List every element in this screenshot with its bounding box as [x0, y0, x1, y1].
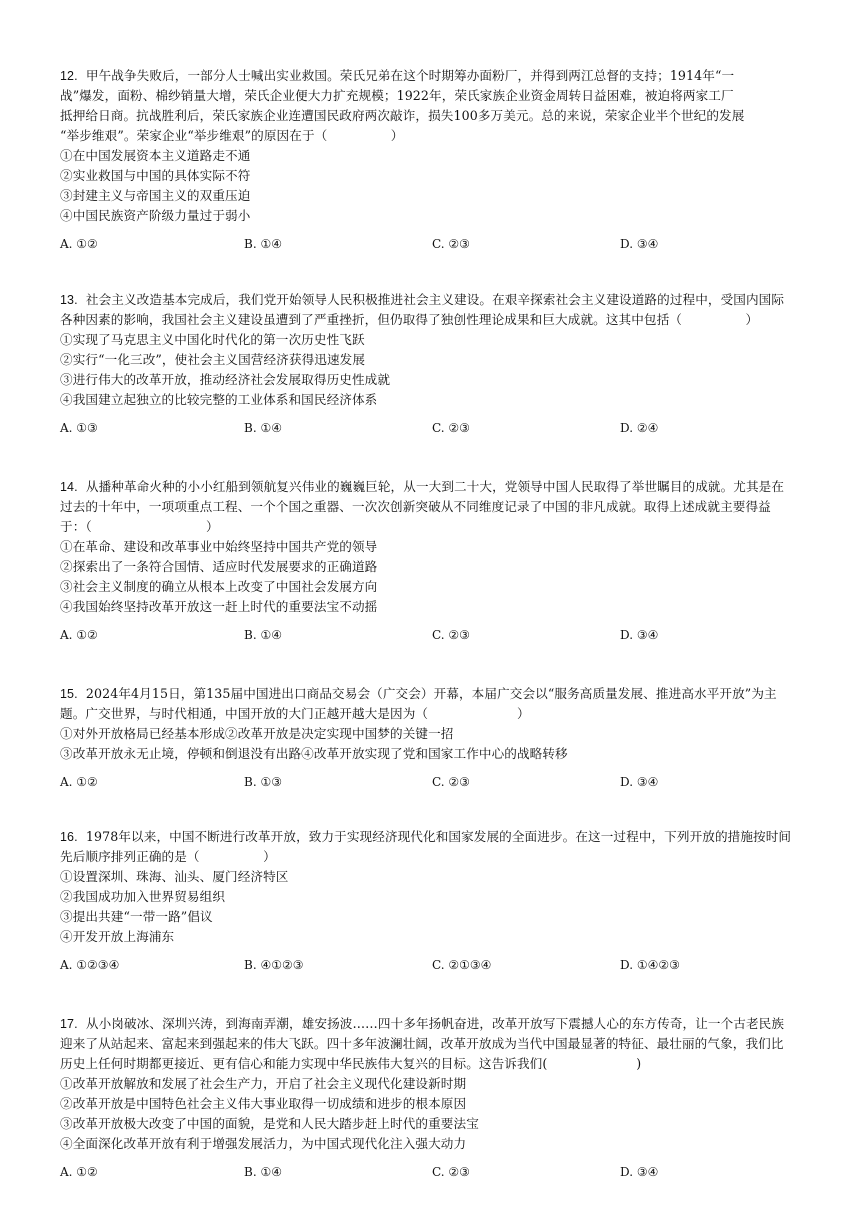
statement-item: ①改革开放解放和发展了社会生产力，开启了社会主义现代化建设新时期 — [60, 1076, 467, 1091]
option-c[interactable]: C. ②③ — [432, 237, 470, 251]
answer-options — [60, 772, 810, 792]
question-number: 14. — [60, 480, 78, 494]
option-a[interactable]: A. ①② — [60, 628, 98, 642]
statement-item: ③提出共建“一带一路”倡议 — [60, 909, 213, 924]
statement-item: ④全面深化改革开放有利于增强发展活力，为中国式现代化注入强大动力 — [60, 1136, 467, 1151]
option-d[interactable]: D. ①④②③ — [620, 958, 680, 972]
statement-item: ③社会主义制度的确立从根本上改变了中国社会发展方向 — [60, 579, 378, 594]
statement-item: ②实行“一化三改”，使社会主义国营经济获得迅速发展 — [60, 352, 366, 367]
question-stem-line: 17. 从小岗破冰、深圳兴涛，到海南弄潮，雄安扬波……四十多年扬帆奋进，改革开放写下震撼人心的东方传奇，让一个古老民族 — [60, 1016, 785, 1031]
statement-item: ②探索出了一条符合国情、适应时代发展要求的正确道路 — [60, 559, 378, 574]
option-c[interactable]: C. ②③ — [432, 775, 470, 789]
statement-item: ④我国始终坚持改革开放这一赶上时代的重要法宝不动摇 — [60, 599, 378, 614]
option-d[interactable]: D. ②④ — [620, 421, 659, 435]
question-16 — [60, 827, 810, 975]
answer-options — [60, 1162, 810, 1182]
question-stem-line: 历史上任何时期都更接近、更有信心和能力实现中华民族伟大复兴的目标。这告诉我们( ) — [60, 1056, 642, 1071]
statement-item: ③改革开放永无止境，停顿和倒退没有出路④改革开放实现了党和国家工作中心的战略转移 — [60, 746, 568, 761]
option-a[interactable]: A. ①③ — [60, 421, 98, 435]
question-12 — [60, 66, 810, 254]
option-b[interactable]: B. ①④ — [244, 237, 282, 251]
answer-options — [60, 955, 810, 975]
question-stem-line: 15. 2024年4月15日，第135届中国进出口商品交易会（广交会）开幕，本届广交会以“服务高质量发展、推进高水平开放”为主 — [60, 686, 777, 701]
option-a[interactable]: A. ①② — [60, 775, 98, 789]
answer-options — [60, 418, 810, 438]
statement-item: ③改革开放极大改变了中国的面貌，是党和人民大踏步赶上时代的重要法宝 — [60, 1116, 479, 1131]
answer-options — [60, 234, 810, 254]
question-number: 17. — [60, 1017, 78, 1031]
question-stem-line: 迎来了从站起来、富起来到强起来的伟大飞跃。四十多年波澜壮阔，改革开放成为当代中国最显著的特征、最壮丽的气象，我们比 — [60, 1036, 784, 1051]
statement-item: ②改革开放是中国特色社会主义伟大事业取得一切成绩和进步的根本原因 — [60, 1096, 467, 1111]
statement-item: ③封建主义与帝国主义的双重压迫 — [60, 188, 251, 203]
question-number: 16. — [60, 830, 78, 844]
question-stem-line: 12. 甲午战争失败后，一部分人士喊出实业救国。荣氏兄弟在这个时期筹办面粉厂，并得到两江总督的支持；1914年“一 — [60, 68, 735, 83]
statement-item: ②我国成功加入世界贸易组织 — [60, 889, 226, 904]
statement-item: ④我国建立起独立的比较完整的工业体系和国民经济体系 — [60, 392, 378, 407]
option-c[interactable]: C. ②③ — [432, 421, 470, 435]
answer-options — [60, 625, 810, 645]
question-stem-line: 于：（ ） — [60, 519, 219, 534]
statement-item: ④中国民族资产阶级力量过于弱小 — [60, 208, 251, 223]
statement-item: ②实业救国与中国的具体实际不符 — [60, 168, 251, 183]
question-stem-line: 各种因素的影响，我国社会主义建设虽遭到了严重挫折，但仍取得了独创性理论成果和巨大成就。这其中包括（ ） — [60, 312, 759, 327]
question-17 — [60, 1014, 810, 1182]
question-stem-line: 战”爆发，面粉、棉纱销量大增，荣氏企业便大力扩充规模；1922年，荣氏家族企业资金周转日益困难，被迫将两家工厂 — [60, 88, 734, 103]
statement-item: ①在中国发展资本主义道路走不通 — [60, 148, 251, 163]
question-stem-line: 过去的十年中，一项项重点工程、一个个国之重器、一次次创新突破从不同维度记录了中国的非凡成就。取得上述成就主要得益 — [60, 499, 771, 514]
option-d[interactable]: D. ③④ — [620, 775, 659, 789]
question-number: 15. — [60, 687, 78, 701]
option-d[interactable]: D. ③④ — [620, 1165, 659, 1179]
question-stem-line: “举步维艰”。荣家企业“举步维艰”的原因在于（ ） — [60, 128, 404, 143]
statement-item: ④开发开放上海浦东 — [60, 929, 175, 944]
question-14 — [60, 477, 810, 645]
question-number: 12. — [60, 69, 78, 83]
statement-item: ①设置深圳、珠海、汕头、厦门经济特区 — [60, 869, 289, 884]
option-a[interactable]: A. ①② — [60, 237, 98, 251]
option-c[interactable]: C. ②③ — [432, 1165, 470, 1179]
question-13 — [60, 290, 810, 438]
option-b[interactable]: B. ①④ — [244, 628, 282, 642]
statement-item: ①对外开放格局已经基本形成②改革开放是决定实现中国梦的关键一招 — [60, 726, 454, 741]
question-stem-line: 题。广交世界，与时代相通，中国开放的大门正越开越大是因为（ ） — [60, 706, 530, 721]
option-b[interactable]: B. ①④ — [244, 421, 282, 435]
statement-item: ③进行伟大的改革开放，推动经济社会发展取得历史性成就 — [60, 372, 391, 387]
option-c[interactable]: C. ②①③④ — [432, 958, 492, 972]
question-stem-line: 13. 社会主义改造基本完成后，我们党开始领导人民积极推进社会主义建设。在艰辛探索社会主义建设道路的过程中，受国内国际 — [60, 292, 785, 307]
option-b[interactable]: B. ①③ — [244, 775, 282, 789]
option-b[interactable]: B. ①④ — [244, 1165, 282, 1179]
statement-item: ①实现了马克思主义中国化时代化的第一次历史性飞跃 — [60, 332, 365, 347]
question-stem-line: 先后顺序排列正确的是（ ） — [60, 849, 276, 864]
question-stem-line: 14. 从播种革命火种的小小红船到领航复兴伟业的巍巍巨轮，从一大到二十大，党领导中国人民取得了举世瞩目的成就。尤其是在 — [60, 479, 785, 494]
question-stem-line: 16. 1978年以来，中国不断进行改革开放，致力于实现经济现代化和国家发展的全面进步。在这一过程中，下列开放的措施按时间 — [60, 829, 792, 844]
question-stem-line: 抵押给日商。抗战胜利后，荣氏家族企业连遭国民政府两次敲诈，损失100多万美元。总的来说，荣家企业半个世纪的发展 — [60, 108, 745, 123]
question-number: 13. — [60, 293, 78, 307]
option-d[interactable]: D. ③④ — [620, 628, 659, 642]
option-d[interactable]: D. ③④ — [620, 237, 659, 251]
option-a[interactable]: A. ①②③④ — [60, 958, 120, 972]
option-a[interactable]: A. ①② — [60, 1165, 98, 1179]
option-b[interactable]: B. ④①②③ — [244, 958, 304, 972]
statement-item: ①在革命、建设和改革事业中始终坚持中国共产党的领导 — [60, 539, 378, 554]
question-15 — [60, 684, 810, 792]
option-c[interactable]: C. ②③ — [432, 628, 470, 642]
